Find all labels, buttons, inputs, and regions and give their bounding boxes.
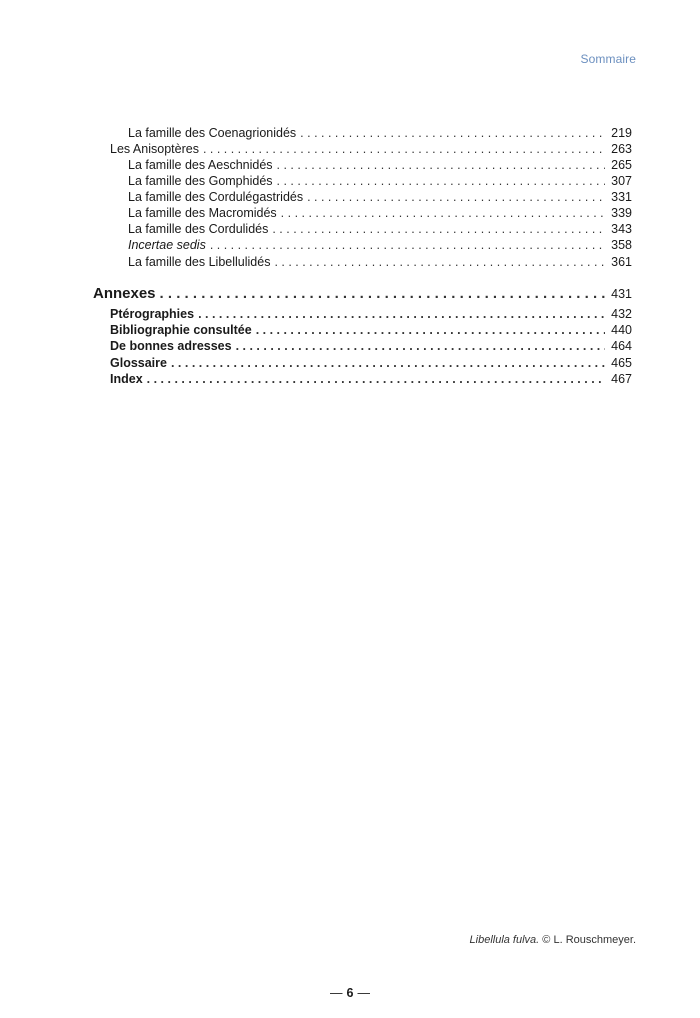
toc-entry-label: La famille des Cordulidés [128, 222, 269, 236]
running-header: Sommaire [580, 52, 636, 66]
folio-dash-left: — [330, 986, 343, 1000]
toc-entry[interactable] [110, 338, 632, 354]
dot-leader [256, 322, 605, 338]
dot-leader [203, 141, 605, 157]
dot-leader [210, 237, 605, 253]
toc-entry-page: 331 [611, 190, 632, 204]
toc-entry-page: 343 [611, 222, 632, 236]
toc-entry-page: 358 [611, 238, 632, 252]
toc-entry-label: De bonnes adresses [110, 339, 232, 353]
toc-entry-label: La famille des Aeschnidés [128, 158, 273, 172]
toc-entry-page: 465 [611, 356, 632, 370]
toc-entry[interactable] [128, 254, 632, 270]
dot-leader [147, 371, 605, 387]
toc-entry-page: 467 [611, 372, 632, 386]
toc-entry-label: Les Anisoptères [110, 142, 199, 156]
toc-entry-page: 265 [611, 158, 632, 172]
dot-leader [272, 221, 605, 237]
toc-entry-page: 219 [611, 126, 632, 140]
toc-entry-label: La famille des Gomphidés [128, 174, 273, 188]
toc-entry-label: Bibliographie consultée [110, 323, 252, 337]
toc-entry-page: 339 [611, 206, 632, 220]
caption-species: Libellula fulva. [469, 934, 540, 946]
toc-entry[interactable] [110, 371, 632, 387]
toc-section-page: 431 [611, 287, 632, 301]
dot-leader [198, 306, 605, 322]
caption-credit: © L. Rouschmeyer. [542, 934, 636, 946]
toc-entry[interactable] [128, 173, 632, 189]
folio-number: 6 [346, 986, 354, 1000]
toc-entry[interactable] [128, 205, 632, 221]
toc-entry[interactable] [110, 306, 632, 322]
toc-entry-page: 361 [611, 255, 632, 269]
toc-entry-label: Incertae sedis [128, 238, 206, 252]
toc-entry[interactable] [128, 189, 632, 205]
dot-leader [277, 157, 606, 173]
toc-entry[interactable] [128, 157, 632, 173]
dot-leader [300, 125, 605, 141]
toc-entry-label: La famille des Cordulégastridés [128, 190, 304, 204]
photo-caption [470, 934, 636, 946]
toc-entry-page: 307 [611, 174, 632, 188]
page-number [0, 986, 700, 1000]
dot-leader [171, 355, 605, 371]
dot-leader [277, 173, 606, 189]
toc-entry[interactable] [110, 141, 632, 157]
toc-entry[interactable] [128, 221, 632, 237]
toc-entry-page: 440 [611, 323, 632, 337]
toc-entry-page: 432 [611, 307, 632, 321]
toc-section-annexes[interactable] [93, 284, 632, 304]
toc-entry-page: 263 [611, 142, 632, 156]
toc-entry-label: La famille des Coenagrionidés [128, 126, 297, 140]
toc-entry-label: Index [110, 372, 143, 386]
dot-leader [160, 284, 606, 304]
toc-section-label: Annexes [93, 285, 156, 302]
dot-leader [307, 189, 605, 205]
toc-entry[interactable] [128, 237, 632, 253]
toc-entry-label: Glossaire [110, 356, 167, 370]
toc-entry[interactable] [110, 355, 632, 371]
toc-entry-label: La famille des Macromidés [128, 206, 277, 220]
toc-entry-page: 464 [611, 339, 632, 353]
toc-entry[interactable] [128, 125, 632, 141]
dot-leader [281, 205, 605, 221]
toc-entry[interactable] [110, 322, 632, 338]
folio-dash-right: — [357, 986, 370, 1000]
dot-leader [236, 338, 606, 354]
toc-entry-label: La famille des Libellulidés [128, 255, 271, 269]
toc-entry-label: Ptérographies [110, 307, 195, 321]
dot-leader [274, 254, 605, 270]
